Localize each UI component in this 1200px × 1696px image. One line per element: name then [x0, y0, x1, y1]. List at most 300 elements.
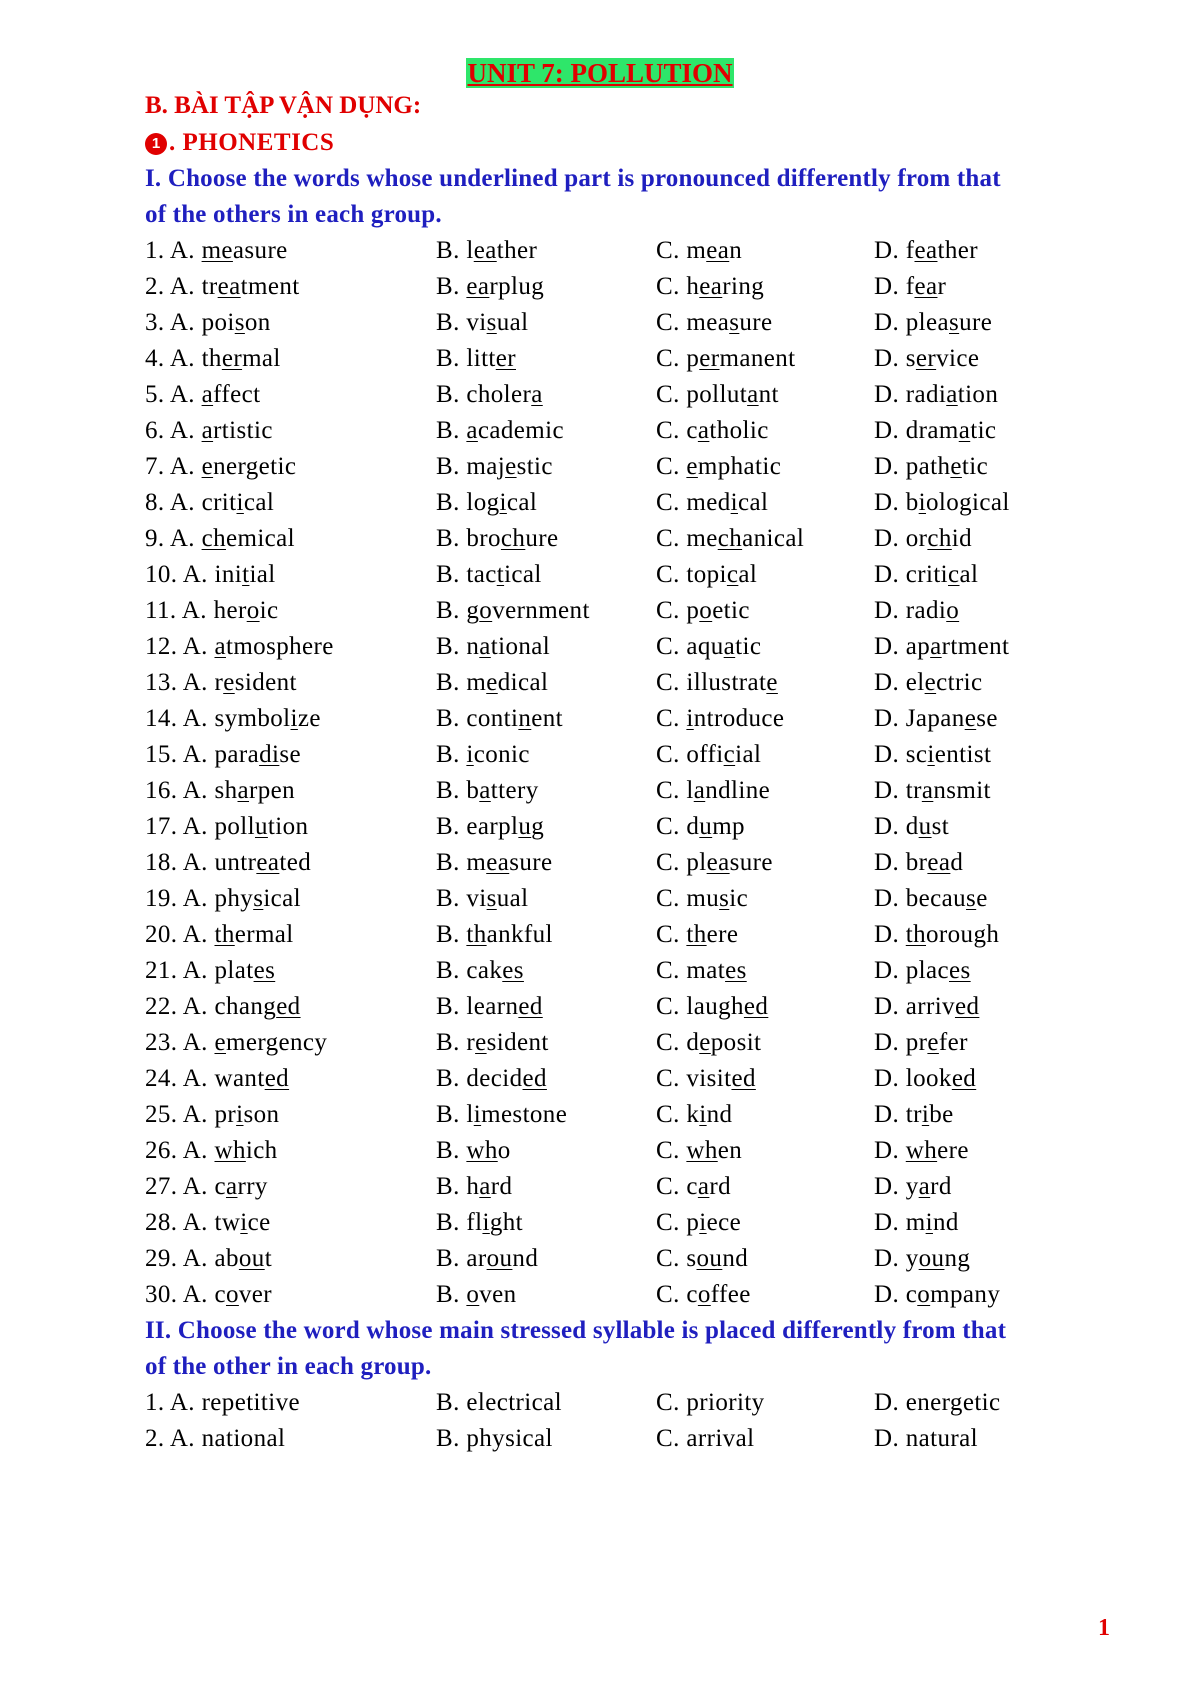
word-prefix: C. s: [656, 1245, 697, 1272]
option-a: [145, 413, 273, 449]
underlined-part: i: [482, 1209, 490, 1236]
option-c: [656, 377, 779, 413]
underlined-part: e: [950, 453, 962, 480]
word-prefix: B.: [436, 741, 467, 768]
question-number: 1. A.: [145, 237, 202, 264]
question-row: [0, 233, 1200, 269]
question-row: [0, 1169, 1200, 1205]
question-number: 18. A.: [145, 849, 215, 876]
option-b: [436, 485, 537, 521]
underlined-part: s: [486, 885, 497, 912]
question-row: [0, 521, 1200, 557]
option-b: [436, 305, 529, 341]
option-a: [145, 629, 334, 665]
word-suffix: cal: [737, 489, 769, 516]
word-prefix: r: [214, 669, 224, 696]
underlined-part: e: [223, 669, 235, 696]
option-d: [874, 1133, 969, 1169]
word-prefix: B. l: [436, 1101, 474, 1128]
underlined-part: u: [699, 813, 713, 840]
underlined-part: e: [964, 705, 977, 732]
underlined-part: i: [927, 741, 935, 768]
underlined-part: i: [730, 489, 738, 516]
underlined-part: ea: [486, 849, 510, 876]
word-suffix: vernment: [492, 597, 590, 624]
word-prefix: want: [214, 1065, 265, 1092]
option-b: [436, 953, 524, 989]
word-suffix: rry: [237, 1173, 268, 1200]
underlined-part: e: [486, 669, 498, 696]
word-prefix: C. visit: [656, 1065, 732, 1092]
question-row: [0, 377, 1200, 413]
question-row: [0, 557, 1200, 593]
word-prefix: D. ap: [874, 633, 931, 660]
word-prefix: D. look: [874, 1065, 952, 1092]
word-prefix: sh: [214, 777, 238, 804]
word-suffix: nd: [706, 1101, 733, 1128]
option-b: [436, 629, 550, 665]
word-prefix: C.: [656, 705, 687, 732]
word-suffix: son: [243, 1101, 280, 1128]
underlined-part: wh: [905, 1137, 938, 1164]
underlined-part: i: [466, 741, 474, 768]
option-a: [145, 305, 271, 341]
word-prefix: B. conti: [436, 705, 519, 732]
underlined-part: a: [201, 381, 214, 408]
option-d: [874, 377, 998, 413]
word-suffix: nergetic: [213, 453, 297, 480]
option-a: [145, 845, 311, 881]
word-suffix: cademic: [477, 417, 564, 444]
word-suffix: ere: [937, 1137, 969, 1164]
option-c: [656, 449, 781, 485]
underlined-part: i: [499, 489, 507, 516]
word-prefix: B. log: [436, 489, 500, 516]
word-prefix: D. el: [874, 669, 925, 696]
underlined-part: wh: [214, 1137, 246, 1164]
question-number: 28. A.: [145, 1209, 215, 1236]
option-d: [874, 629, 1009, 665]
option-d: [874, 1277, 1000, 1313]
underlined-part: ed: [276, 993, 301, 1020]
option-d: [874, 1205, 959, 1241]
question-number: 19. A.: [145, 885, 215, 912]
word-suffix: se: [279, 741, 301, 768]
option-b: [436, 1277, 517, 1313]
word-suffix: o: [497, 1137, 511, 1164]
word-suffix: on: [244, 309, 271, 336]
word-suffix: ic: [259, 597, 279, 624]
word-prefix: plat: [214, 957, 254, 984]
word-prefix: C. offi: [656, 741, 724, 768]
word-prefix: D. tr: [874, 777, 922, 804]
word-suffix: nt: [758, 381, 779, 408]
underlined-part: a: [214, 633, 226, 660]
question-number: 29. A.: [145, 1245, 215, 1272]
option-d: [874, 557, 978, 593]
question-row: [0, 809, 1200, 845]
word-suffix: ent: [531, 705, 564, 732]
option-d: [874, 341, 979, 377]
word-prefix: D. arriv: [874, 993, 955, 1020]
word-prefix: C. l: [656, 777, 694, 804]
word-suffix: nd: [932, 1209, 959, 1236]
question-number: 24. A.: [145, 1065, 215, 1092]
underlined-part: t: [496, 561, 505, 588]
word-suffix: mergency: [225, 1029, 328, 1056]
option-d: [874, 485, 1010, 521]
stress-question-row: [0, 1385, 1200, 1421]
question-row: [0, 1133, 1200, 1169]
word-suffix: tion: [267, 813, 309, 840]
underlined-part: a: [693, 777, 706, 804]
question-row: [0, 1277, 1200, 1313]
question-row: [0, 1205, 1200, 1241]
underlined-part: i: [686, 705, 694, 732]
word-suffix: mp: [712, 813, 745, 840]
word-prefix: c: [214, 1173, 226, 1200]
question-number: 17. A.: [145, 813, 215, 840]
word-prefix: her: [213, 597, 247, 624]
underlined-part: a: [479, 633, 491, 660]
option-c: [656, 917, 738, 953]
word-prefix: C. pl: [656, 849, 707, 876]
word-suffix: tment: [240, 273, 300, 300]
underlined-part: o: [917, 1281, 931, 1308]
word-prefix: D. f: [874, 237, 915, 264]
word-suffix: mpany: [930, 1281, 1001, 1308]
question-number: 13. A.: [145, 669, 215, 696]
option-a: [145, 773, 295, 809]
word-suffix: se: [976, 705, 998, 732]
word-suffix: fer: [938, 1029, 968, 1056]
word-prefix: para: [214, 741, 260, 768]
option-a: [145, 1025, 327, 1061]
option-a: [145, 233, 288, 269]
option-c: [656, 1241, 748, 1277]
word-prefix: D. dram: [874, 417, 959, 444]
question-row: [0, 1025, 1200, 1061]
option-c: C. priority: [656, 1389, 765, 1416]
word-suffix: stic: [516, 453, 553, 480]
word-suffix: ure: [739, 309, 773, 336]
exercise1-instruction-line2: of the others in each group.: [145, 201, 442, 228]
word-suffix: mal: [242, 345, 281, 372]
word-prefix: D. m: [874, 1209, 926, 1236]
question-number: 3. A.: [145, 309, 202, 336]
underlined-part: s: [729, 309, 740, 336]
option-b: [436, 233, 537, 269]
word-suffix: ndline: [705, 777, 771, 804]
underlined-part: s: [234, 309, 245, 336]
underlined-part: wh: [466, 1137, 498, 1164]
option-d: [874, 413, 996, 449]
option-a: [145, 521, 295, 557]
word-suffix: posit: [710, 1029, 762, 1056]
word-prefix: B. fl: [436, 1209, 483, 1236]
word-prefix: B. m: [436, 849, 487, 876]
option-b: [436, 989, 543, 1025]
underlined-part: ed: [522, 1065, 547, 1092]
question-number: 11. A.: [145, 597, 214, 624]
underlined-part: s: [253, 885, 264, 912]
option-d: [874, 773, 991, 809]
part-heading: [145, 125, 334, 161]
option-b: [436, 413, 564, 449]
underlined-part: o: [697, 1281, 711, 1308]
word-prefix: C. pollut: [656, 381, 748, 408]
word-suffix: n: [729, 237, 743, 264]
word-suffix: cal: [243, 489, 275, 516]
option-d: [874, 1025, 968, 1061]
underlined-part: a: [201, 417, 214, 444]
option-d: [874, 1169, 952, 1205]
question-number: 21. A.: [145, 957, 215, 984]
option-b: [436, 1025, 549, 1061]
word-suffix: ual: [496, 885, 529, 912]
underlined-part: i: [699, 1209, 707, 1236]
question-number: 15. A.: [145, 741, 215, 768]
option-a: [145, 341, 281, 377]
underlined-part: a: [225, 1173, 238, 1200]
word-suffix: be: [929, 1101, 954, 1128]
question-number: 22. A.: [145, 993, 215, 1020]
word-suffix: ce: [247, 1209, 271, 1236]
question-row: [0, 269, 1200, 305]
word-prefix: B. decid: [436, 1065, 523, 1092]
option-b: [436, 341, 516, 377]
underlined-part: ea: [217, 273, 241, 300]
option-b: [436, 737, 530, 773]
word-prefix: D. plac: [874, 957, 949, 984]
question-number: 7. A.: [145, 453, 202, 480]
question-row: [0, 701, 1200, 737]
underlined-part: t: [242, 561, 250, 588]
underlined-part: ea: [706, 849, 730, 876]
word-suffix: ece: [706, 1209, 742, 1236]
word-prefix: D. radi: [874, 381, 947, 408]
option-b: [436, 701, 563, 737]
underlined-part: me: [201, 237, 233, 264]
word-suffix: ical: [504, 561, 542, 588]
option-a: [145, 1169, 268, 1205]
word-suffix: ure: [525, 525, 559, 552]
option-a: [145, 989, 301, 1025]
word-prefix: C. laugh: [656, 993, 744, 1020]
question-number: 23. A.: [145, 1029, 215, 1056]
option-c: [656, 665, 778, 701]
word-prefix: phy: [214, 885, 254, 912]
word-prefix: th: [201, 345, 222, 372]
option-a: [145, 1097, 279, 1133]
word-prefix: chang: [214, 993, 277, 1020]
option-a: [145, 701, 321, 737]
word-suffix: rpen: [249, 777, 296, 804]
option-d: [874, 1061, 976, 1097]
word-prefix: D. or: [874, 525, 928, 552]
option-c: [656, 233, 742, 269]
underlined-part: ea: [914, 237, 938, 264]
word-suffix: ological: [926, 489, 1010, 516]
word-suffix: e: [976, 885, 988, 912]
option-c: [656, 485, 768, 521]
word-prefix: D. sc: [874, 741, 928, 768]
underlined-part: ea: [706, 237, 730, 264]
word-prefix: C. mea: [656, 309, 730, 336]
option-c: [656, 1061, 756, 1097]
question-number: 27. A.: [145, 1173, 215, 1200]
word-prefix: B. l: [436, 237, 474, 264]
word-prefix: D.: [874, 921, 906, 948]
option-d: [874, 881, 988, 917]
underlined-part: i: [918, 489, 927, 516]
question-row: [0, 953, 1200, 989]
underlined-part: u: [254, 813, 268, 840]
question-number: 16. A.: [145, 777, 215, 804]
word-prefix: B. vi: [436, 885, 487, 912]
underlined-part: e: [214, 1029, 226, 1056]
word-prefix: D. y: [874, 1245, 919, 1272]
underlined-part: ea: [466, 273, 490, 300]
question-number: 12. A.: [145, 633, 215, 660]
question-number: 14. A.: [145, 705, 215, 732]
option-c: [656, 341, 796, 377]
underlined-part: a: [466, 417, 478, 444]
question-number: 4. A.: [145, 345, 202, 372]
underlined-part: er: [495, 345, 516, 372]
option-d: [874, 845, 963, 881]
word-suffix: sure: [729, 849, 773, 876]
word-prefix: D. c: [874, 1281, 918, 1308]
option-d: [874, 449, 988, 485]
word-prefix: D. pr: [874, 1029, 928, 1056]
option-c: [656, 1277, 751, 1313]
option-c: C. arrival: [656, 1425, 755, 1452]
option-a: [145, 1133, 278, 1169]
underlined-part: a: [697, 417, 710, 444]
word-suffix: d: [950, 849, 964, 876]
word-prefix: crit: [201, 489, 237, 516]
word-prefix: D.: [874, 1137, 906, 1164]
word-suffix: ther: [937, 237, 978, 264]
option-d: [874, 917, 999, 953]
underlined-part: o: [946, 597, 960, 624]
question-row: [0, 773, 1200, 809]
option-a: [145, 809, 308, 845]
option-a: [145, 917, 294, 953]
underlined-part: ch: [201, 525, 226, 552]
underlined-part: s: [949, 309, 960, 336]
word-prefix: C. m: [656, 237, 707, 264]
underlined-part: o: [479, 597, 493, 624]
word-prefix: C. k: [656, 1101, 700, 1128]
underlined-part: er: [221, 345, 243, 372]
word-prefix: D. plea: [874, 309, 949, 336]
word-prefix: tw: [214, 1209, 241, 1236]
option-c: [656, 1133, 742, 1169]
question-number: 10. A.: [145, 561, 215, 588]
underlined-part: a: [531, 381, 543, 408]
exercise2-instruction-line1: II. Choose the word whose main stressed syllable is placed differently from that: [145, 1317, 1007, 1344]
underlined-part: er: [915, 345, 937, 372]
word-suffix: ial: [735, 741, 762, 768]
word-suffix: id: [951, 525, 973, 552]
underlined-part: es: [253, 957, 276, 984]
word-suffix: manent: [719, 345, 796, 372]
underlined-part: i: [699, 1101, 707, 1128]
option-b: [436, 521, 558, 557]
underlined-part: ed: [518, 993, 543, 1020]
underlined-part: a: [237, 777, 250, 804]
word-prefix: C. c: [656, 1281, 698, 1308]
word-suffix: ure: [959, 309, 993, 336]
option-b: [436, 1061, 547, 1097]
underlined-part: i: [921, 1101, 930, 1128]
underlined-part: es: [725, 957, 747, 984]
word-suffix: tic: [970, 417, 997, 444]
question-row: [0, 737, 1200, 773]
underlined-part: ea: [256, 849, 280, 876]
word-prefix: C.: [656, 453, 687, 480]
option-b: [436, 1205, 523, 1241]
word-suffix: rtment: [941, 633, 1010, 660]
word-prefix: D. b: [874, 489, 919, 516]
underlined-part: n: [518, 705, 532, 732]
unit-title-text: UNIT 7: POLLUTION: [467, 58, 733, 88]
word-prefix: C. h: [656, 273, 700, 300]
word-suffix: al: [738, 561, 758, 588]
option-c: [656, 521, 804, 557]
underlined-part: s: [719, 885, 730, 912]
option-a: [145, 485, 274, 521]
underlined-part: wh: [686, 1137, 718, 1164]
underlined-part: e: [927, 1029, 939, 1056]
underlined-part: u: [518, 813, 532, 840]
underlined-part: th: [214, 921, 235, 948]
word-prefix: B. b: [436, 777, 480, 804]
underlined-part: a: [921, 777, 934, 804]
question-number: 25. A.: [145, 1101, 215, 1128]
option-d: [874, 737, 991, 773]
question-number: 9. A.: [145, 525, 202, 552]
option-b: [436, 1133, 511, 1169]
option-b: [436, 809, 544, 845]
section-heading: B. BÀI TẬP VẬN DỤNG:: [145, 92, 422, 119]
option-c: [656, 881, 748, 917]
option-b: [436, 1097, 567, 1133]
option-a: [145, 881, 301, 917]
word-suffix: entist: [934, 741, 992, 768]
underlined-part: o: [246, 597, 260, 624]
option-b: [436, 665, 548, 701]
underlined-part: es: [949, 957, 971, 984]
word-prefix: C. d: [656, 1029, 700, 1056]
option-d: [874, 521, 972, 557]
underlined-part: er: [699, 345, 720, 372]
underlined-part: a: [747, 381, 759, 408]
word-suffix: ial: [249, 561, 276, 588]
option-b: [436, 593, 590, 629]
option-b: [436, 881, 529, 917]
underlined-part: e: [766, 669, 778, 696]
option-c: [656, 737, 761, 773]
word-suffix: nd: [512, 1245, 539, 1272]
underlined-part: ou: [486, 1245, 513, 1272]
exercise2-instruction-line2: of the other in each group.: [145, 1353, 432, 1380]
word-suffix: orough: [926, 921, 1000, 948]
underlined-part: o: [466, 1281, 480, 1308]
underlined-part: es: [502, 957, 524, 984]
